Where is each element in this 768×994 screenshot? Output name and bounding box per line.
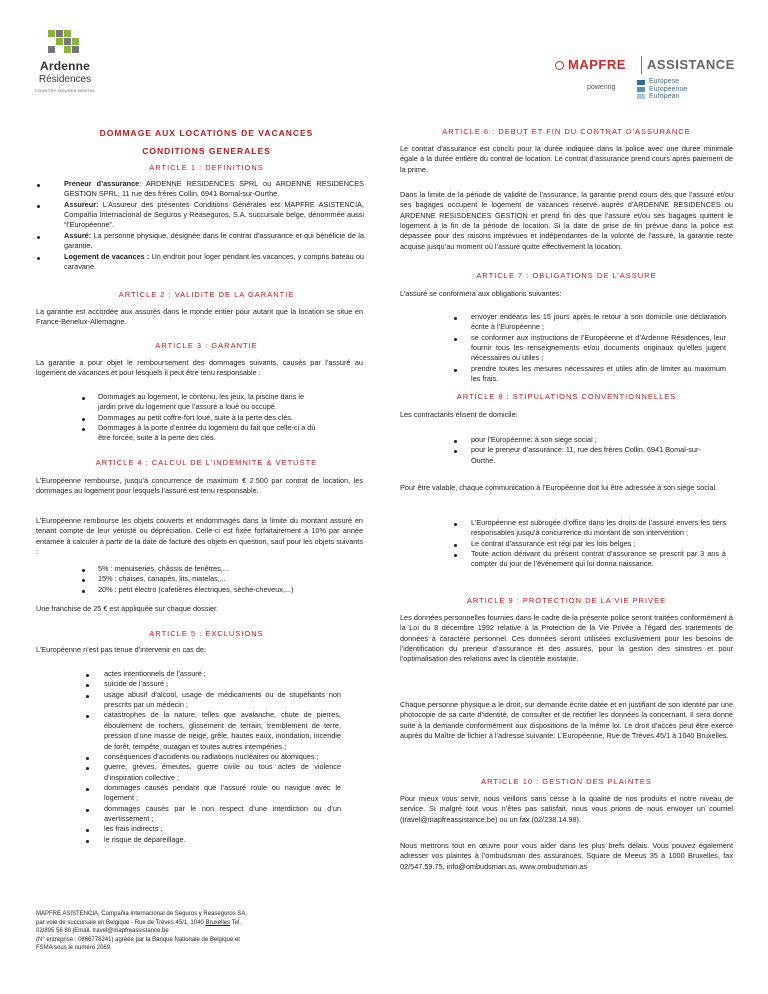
list-item: Assureur: L’Assureur des présentes Conditions Générales est MAPFRE ASISTENCIA, Compañia Internacional de Seguros y Reaseguros, S.A. succursale belge, dénommée aussi “l’Européenne”. xyxy=(46,200,364,231)
list-item: catastrophes de la nature, telles que avalanche, chute de pierres, éboulement de rochers, glissement de terrain, tremblement de terre, pression d’une masse de neige, grêle, hautes eaux, inondation, incendie de forêt, tempête, ouragan et toutes autres intempéries ; xyxy=(104,710,341,751)
vetuste-list xyxy=(98,564,358,595)
article-9-text-2: Chaque personne physique a le droit, sur demande écrite datée et en justifiant de son identité par une photocopie de sa carte d’identité, de consulter et de rectifier les données la concernant. Il sera donné suite à la demande conformément aux dispositions de la même loi. Le droit d’accès peut être exercé auprès du Maître de fichier à l’adresse suivante: L’Européenne, Rue de Trèves 45/1 à 1040 Bruxelles. xyxy=(400,700,733,741)
list-item: pour l’Européenne: à son siège social ; xyxy=(471,435,721,445)
list-item: Toute action dérivant du présent contrat d’assurance se prescrit par 3 ans à compter du jour de l’événement qui lui donna naissance. xyxy=(471,549,726,570)
article-6-text-1: Le contrat d’assurance est conclu pour la durée indiquée dans la police avec une durée minimale égale à la durée entière du contrat de location. Le contrat d’assurance prend cours après paiement de la prime. xyxy=(400,144,733,174)
article-3-text: La garantie a pour objet le remboursement des dommages suivants, causés par l’assuré au logement de vacances et pour lesquels il peut être tenu responsable : xyxy=(36,358,363,378)
list-item: L’Européenne est subrogée d’office dans les droits de l’assuré envers les tiers responsables jusqu’à concurrence du montant de son intervention ; xyxy=(471,518,726,539)
article-4-text-3: Une franchise de 25 € est appliquée sur chaque dossier. xyxy=(36,604,219,613)
article-8-heading: ARTICLE 8 : STIPULATIONS CONVENTIONNELLES xyxy=(456,392,677,401)
logo-name: Ardenne xyxy=(39,59,91,73)
mapfre-circle-icon xyxy=(555,61,564,70)
list-item: pour le preneur d’assurance: 11, rue des frères Collin, 6941 Bomal-sur-Ourthe. xyxy=(471,445,721,466)
article-9-heading: ARTICLE 9 : PROTECTION DE LA VIE PRIVEE xyxy=(466,596,667,605)
logo-subname: Résidences xyxy=(38,74,92,85)
list-item: envoyer endéans les 15 jours après le retour à son domicile une déclaration écrite à l’Européenne ; xyxy=(471,312,726,333)
article-4-heading: ARTICLE 4 : CALCUL DE L’INDEMNITE & VETUSTE xyxy=(95,458,318,467)
assistance-text: ASSISTANCE xyxy=(647,57,735,72)
list-item: prendre toutes les mesures nécessaires et utiles afin de limiter au maximum les frais. xyxy=(471,364,726,385)
list-item: les frais indirects ; xyxy=(104,824,341,834)
ardenne-residences-logo xyxy=(30,30,100,102)
mapfre-brand-text: MAPFRE xyxy=(568,57,626,72)
eu-line-en: European xyxy=(649,93,680,101)
eu-line-fr: Européenne xyxy=(649,85,688,93)
guarantee-list xyxy=(98,392,316,444)
list-item: se conformer aux instructions de l’Européenne et d’Ardenne Résidences, leur fournir tous les renseignements et/ou documents originaux qu’elles jugent nécessaires ou utiles ; xyxy=(471,333,726,364)
document-subtitle: CONDITIONS GENERALES xyxy=(142,146,271,156)
list-item: 20% : petit électro (cafetières électriques, sèche-cheveux,...) xyxy=(98,585,358,595)
article-8-text-1: Les contractants élisent de domicile: xyxy=(400,410,518,419)
list-item: Le contrat d’assurance est régi par les lois belges ; xyxy=(471,539,726,549)
article-10-heading: ARTICLE 10 : GESTION DES PLAINTES xyxy=(481,777,652,786)
domicile-list xyxy=(471,435,721,466)
list-item: suicide de l’assuré ; xyxy=(104,679,341,689)
article-7-text: L’assuré se conformera aux obligations suivantes: xyxy=(400,289,562,298)
list-item: Dommages au logement, le contenu, les jeux, la piscine dans le jardin privé du logement que l’assuré a loué ou occupé. xyxy=(98,392,316,413)
article-8-text-2: Pour être valable, chaque communication à l’Européenne doit lui être adressée à son siège social. xyxy=(400,483,718,492)
europeenne-mark-icon xyxy=(637,80,646,100)
footer-line-2: par voie de succursale en Belgique - Rue de Trèves 45/1, 1040 Bruxelles Tel. xyxy=(36,919,242,926)
article-10-text-2: Nous mettrons tout en œuvre pour vous aider dans les plus brefs délais. Vous pouvez également adresser vos plaintes à l’ombudsman des assurances, Square de Meeus 35 à 1000 Bruxelles, fax 02/547.59.75, info@ombudsman.as, www.ombudsman.as xyxy=(400,841,733,871)
list-item: 15% : chaises, canapés, lits, matelas,... xyxy=(98,574,358,584)
footer-line-5: FSMA sous le numéro 2069. xyxy=(36,945,112,952)
eu-line-nl: Europese xyxy=(649,78,679,85)
article-7-heading: ARTICLE 7 : OBLIGATIONS DE L’ASSURE xyxy=(476,271,657,280)
logo-grid-icon xyxy=(48,30,84,60)
article-3-heading: ARTICLE 3 : GARANTIE xyxy=(155,341,258,350)
list-item: 5% : menuiseries, châssis de fenêtres,... xyxy=(98,564,358,574)
definitions-list xyxy=(46,179,364,272)
list-item: dommages causés par le non respect d’une interdiction ou d’un avertissement ; xyxy=(104,804,341,825)
list-item: le risque de dépareillage. xyxy=(104,835,341,845)
article-2-text: La garantie est accordée aux assurés dans le monde entier pour autant que la location se situe en France-Benelux-Allemagne. xyxy=(36,307,363,327)
logo-divider xyxy=(641,56,642,74)
list-item: conséquences d’accidents ou radiations nucléaires ou atomiques ; xyxy=(104,752,341,762)
article-10-text-1: Pour mieux vous servir, nous veillons sans cesse à la qualité de nos produits et notre niveau de service. Si malgré tout vous n’êtes pas satisfait, nous vous prions de nous envoyer un courriel (travel@mapfreassistance.be) ou un fax (02/238.14.98). xyxy=(400,794,733,824)
footer-line-4: (N° entreprise : 0866778241) agréée par la Banque Nationale de Belgique et xyxy=(36,936,240,943)
article-4-text-2: L’Européenne rembourse les objets couverts et endommagés dans la limite du montant assuré en tenant compte de leur vétusté ou dépréciation. Celle-ci est fixée forfaitairement à 10% par année entamée à calculer à partir de la date de facture des objets en question, sauf pour les objets suivants : xyxy=(36,516,363,557)
list-item: dommages causés pendant que l’assuré roule ou navigue avec le logement ; xyxy=(104,783,341,804)
mapfre-brand xyxy=(555,56,626,74)
article-2-heading: ARTICLE 2 : VALIDITE DE LA GARANTIE xyxy=(118,290,295,299)
list-item: usage abusif d’alcool, usage de médicaments ou de stupéfiants non prescrits par un médecin ; xyxy=(104,690,341,711)
europeenne-wordmark xyxy=(649,78,687,101)
article-1-heading: ARTICLE 1 : DEFINITIONS xyxy=(149,163,264,172)
company-footer xyxy=(36,910,296,953)
list-item: guerre, grèves, émeutes, guerre civile ou tous actes de violence d’inspiration collective ; xyxy=(104,762,341,783)
list-item: actes intentionnels de l’assuré ; xyxy=(104,669,341,679)
article-4-text-1: L’Européenne rembourse, jusqu’à concurrence de maximum € 2.500 par contrat de location, les dommages au logement pour lesquels l’assuré est tenu responsable. xyxy=(36,476,363,496)
powering-text: powering xyxy=(587,84,616,91)
footer-line-3: 02/895 56 80 |Email. travel@mapfreassistance.be xyxy=(36,928,169,935)
article-5-text: L’Européenne n’est pas tenue d’intervenir en cas de: xyxy=(36,645,206,654)
list-item: Dommages au petit coffre-fort loué, suite à la perte des clés. xyxy=(98,413,316,423)
list-item: Logement de vacances : Un endroit pour loger pendant les vacances, y compris bateau ou caravane. xyxy=(46,252,364,273)
list-item: Dommages à la porte d’entrée du logement du fait que celle-ci a dû être forcée, suite à la perte des clés. xyxy=(98,423,316,444)
article-6-text-2: Dans la limite de la période de validité de l’assurance, la garantie prend cours dès que l’assuré et/ou ses bagages occupent le logement de vacances réservé auprès d’ARDENNE RESIDENCES ou ARDENNE RESISDENCES GESTION et prend fin dès que l’assuré et/ou ses bagages quittent le logement à la fin de la période de location. Si la date de prise de fin prévue dans la police est dépassée pour des raisons imprévues et indépendantes de la volonté de l’assuré, la garantie reste acquise jusqu’au moment où l’assuré quitte effectivement la location. xyxy=(400,190,733,251)
list-item: Preneur d’assurance: ARDENNE RESIDENCES SPRL ou ARDENNE RESIDENCES GESTION SPRL, 11 rue des frères Collin, 6941 Bomal-sur-Ourthe. xyxy=(46,179,364,200)
footer-line-1: MAPFRE ASISTENCIA, Compañia Internacional de Seguros y Reaseguros SA, xyxy=(36,911,248,917)
article-5-heading: ARTICLE 5 : EXCLUSIONS xyxy=(149,629,264,638)
article-6-heading: ARTICLE 6 : DEBUT ET FIN DU CONTRAT D’ASSURANCE xyxy=(442,127,691,136)
stipulations-list xyxy=(471,518,726,570)
logo-tagline: COUNTRY HOUSES RENTAL xyxy=(34,88,96,93)
mapfre-assistance-logo xyxy=(555,56,735,106)
exclusions-list xyxy=(104,669,341,845)
list-item: Assuré: La personne physique, désignée dans le contrat d’assurance et qui bénéficie de la garantie. xyxy=(46,231,364,252)
document-title: DOMMAGE AUX LOCATIONS DE VACANCES xyxy=(99,128,314,138)
article-9-text-1: Les données personnelles fournies dans le cadre de la présente police seront traitées conformément à la Loi du 8 décembre 1992 relative à la Protection de la Vie Privée à l’égard des traitements de données à caractère personnel. Ces données seront utilisées exclusivement pour les besoins de l’identification du preneur d’assurance et des assurés, pour la gestion des sinistres et pour l’optimalisation des relations avec la clientèle existante. xyxy=(400,613,733,664)
obligations-list xyxy=(471,312,726,385)
